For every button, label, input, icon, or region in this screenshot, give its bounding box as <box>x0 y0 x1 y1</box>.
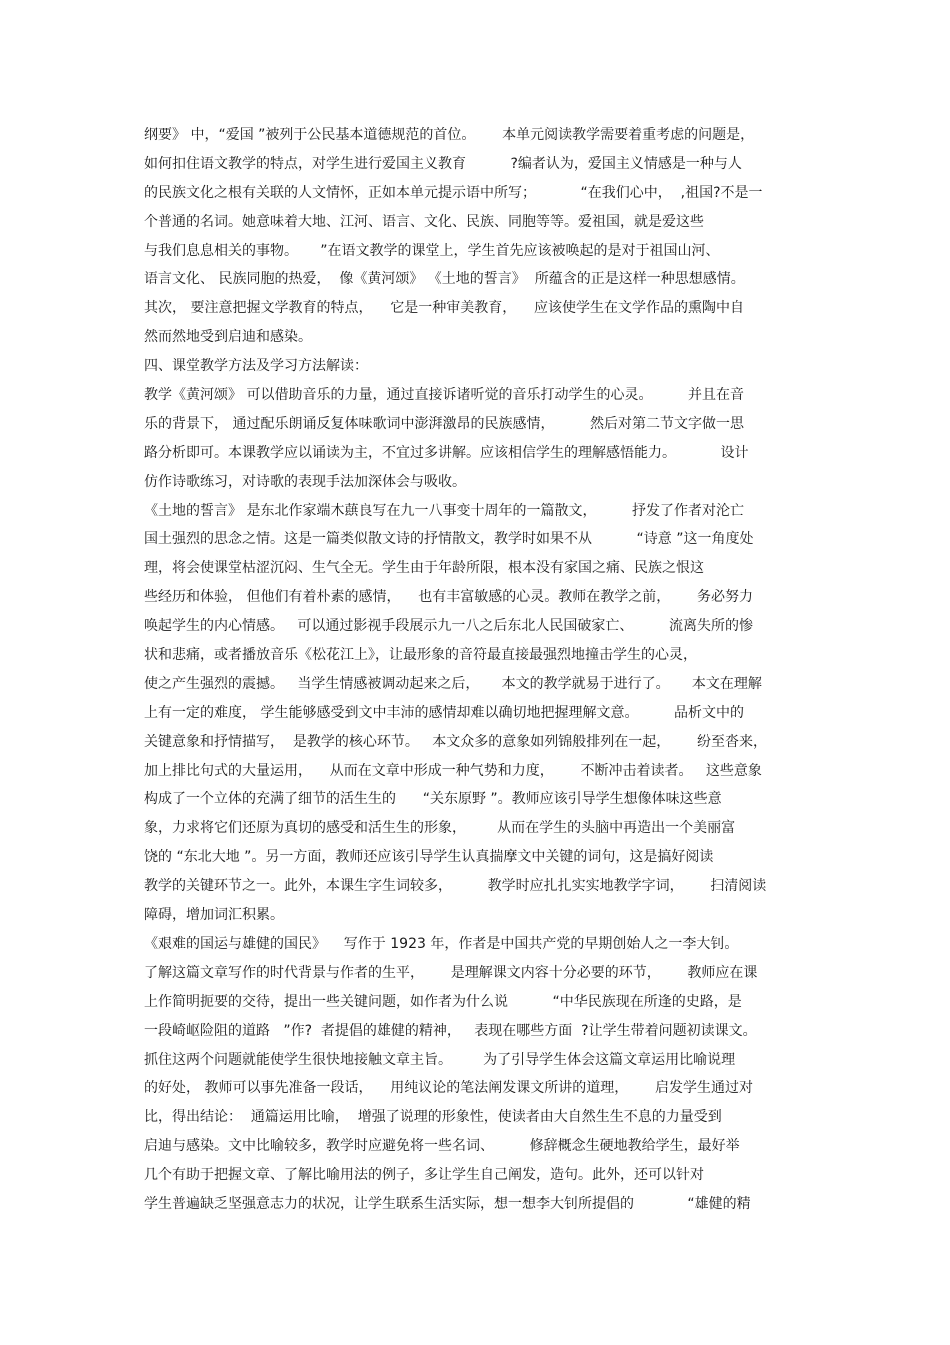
text-line: 了解这篇文章写作的时代背景与作者的生平， 是理解课文内容十分必要的环节， 教师应在课 <box>144 964 758 981</box>
text-line: 《土地的誓言》 是东北作家端木蕻良写在九一八事变十周年的一篇散文， 抒发了作者对沦亡 <box>144 502 745 519</box>
text-line: 然而然地受到启迪和感染。 <box>144 329 312 346</box>
text-line: 上有一定的难度， 学生能够感受到文中丰沛的感情却难以确切地把握理解文意。 品析文中的 <box>144 704 745 721</box>
text-line: 使之产生强烈的震撼。 当学生情感被调动起来之后， 本文的教学就易于进行了。 本文在理解 <box>144 675 762 692</box>
text-line: 仿作诗歌练习，对诗歌的表现手法加深体会与吸收。 <box>144 473 466 490</box>
text-line: 教学《黄河颂》 可以借助音乐的力量，通过直接诉诸听觉的音乐打动学生的心灵。 并且在音 <box>144 387 745 404</box>
text-line: 障碍，增加词汇积累。 <box>144 907 284 924</box>
text-line: 乐的背景下， 通过配乐朗诵反复体味歌词中澎湃激昂的民族感情， 然后对第二节文字做一思 <box>144 415 745 432</box>
text-line: 理，将会使课堂枯涩沉闷、生气全无。学生由于年龄所限，根本没有家国之痛、民族之恨这 <box>144 560 704 577</box>
text-line: 的民族文化之根有关联的人文情怀，正如本单元提示语中所写； “在我们心中， ,祖国?不是一 <box>144 184 763 201</box>
text-line: 教学的关键环节之一。此外，本课生字生词较多， 教学时应扎扎实实地教学字词， 扫清阅读 <box>144 878 767 895</box>
text-line: 些经历和体验， 但他们有着朴素的感情， 也有丰富敏感的心灵。教师在教学之前， 务必努力 <box>144 589 753 606</box>
text-line: 国土强烈的思念之情。这是一篇类似散文诗的抒情散文，教学时如果不从 “诗意 ”这一角度处 <box>144 531 754 548</box>
text-line: 路分析即可。本课教学应以诵读为主，不宜过多讲解。应该相信学生的理解感悟能力。 设计 <box>144 444 749 461</box>
text-line: 上作简明扼要的交待，提出一些关键问题，如作者为什么说 “中华民族现在所逢的史路，是 <box>144 993 742 1010</box>
text-line: 语言文化、 民族同胞的热爱， 像《黄河颂》 《土地的誓言》 所蕴含的正是这样一种思想感情。 <box>144 271 745 288</box>
text-line: 一段崎岖险阻的道路 ”作? 者提倡的雄健的精神， 表现在哪些方面 ?让学生带着问题初读课文。 <box>144 1022 757 1039</box>
body-text <box>144 121 804 1219</box>
text-line: 与我们息息相关的事物。 ”在语文教学的课堂上，学生首先应该被唤起的是对于祖国山河、 <box>144 242 720 259</box>
text-line: 纲要》 中，“爱国 ”被列于公民基本道德规范的首位。 本单元阅读教学需要着重考虑的问题是， <box>144 127 755 143</box>
text-line: 《艰难的国运与雄健的国民》 写作于 1923 年，作者是中国共产党的早期创始人之一李大钊。 <box>144 935 739 952</box>
text-line: 几个有助于把握文章、了解比喻用法的例子，多让学生自己阐发，造句。此外，还可以针对 <box>144 1167 704 1184</box>
text-line: 如何扣住语文教学的特点，对学生进行爱国主义教育 ?编者认为，爱国主义情感是一种与人 <box>144 155 742 172</box>
text-line: 象，力求将它们还原为真切的感受和活生生的形象， 从而在学生的头脑中再造出一个美丽富 <box>144 820 736 837</box>
text-line: 构成了一个立体的充满了细节的活生生的 “关东原野 ”。教师应该引导学生想像体味这些意 <box>144 791 722 808</box>
text-line: 其次， 要注意把握文学教育的特点， 它是一种审美教育， 应该使学生在文学作品的熏陶中自 <box>144 300 745 317</box>
text-line: 加上排比句式的大量运用， 从而在文章中形成一种气势和力度， 不断冲击着读者。 这些意象 <box>144 762 762 779</box>
text-line: 比，得出结论： 通篇运用比喻， 增强了说理的形象性，使读者由大自然生生不息的力量受到 <box>144 1109 722 1126</box>
text-line: 学生普遍缺乏坚强意志力的状况，让学生联系生活实际，想一想李大钊所提倡的 “雄健的精 <box>144 1195 751 1212</box>
section-heading: 四、课堂教学方法及学习方法解读： <box>144 358 368 375</box>
text-line: 唤起学生的内心情感。 可以通过影视手段展示九一八之后东北人民国破家亡、 流离失所的惨 <box>144 618 753 635</box>
text-line: 饶的 “东北大地 ”。另一方面，教师还应该引导学生认真揣摩文中关键的词句，这是搞好阅读 <box>144 849 714 866</box>
text-line: 的好处， 教师可以事先准备一段话， 用纯议论的笔法阐发课文所讲的道理， 启发学生通过对 <box>144 1080 753 1097</box>
text-line: 启迪与感染。文中比喻较多，教学时应避免将一些名词、 修辞概念生硬地教给学生，最好举 <box>144 1138 740 1155</box>
text-line: 个普通的名词。她意味着大地、江河、语言、文化、民族、同胞等等。爱祖国，就是爱这些 <box>144 213 704 230</box>
text-line: 关键意象和抒情描写， 是教学的核心环节。 本文众多的意象如列锦般排列在一起， 纷至沓来， <box>144 733 767 750</box>
text-line: 抓住这两个问题就能使学生很快地接触文章主旨。 为了引导学生体会这篇文章运用比喻说理 <box>144 1051 736 1068</box>
text-line: 状和悲痛，或者播放音乐《松花江上》，让最形象的音符最直接最强烈地撞击学生的心灵， <box>144 647 697 664</box>
